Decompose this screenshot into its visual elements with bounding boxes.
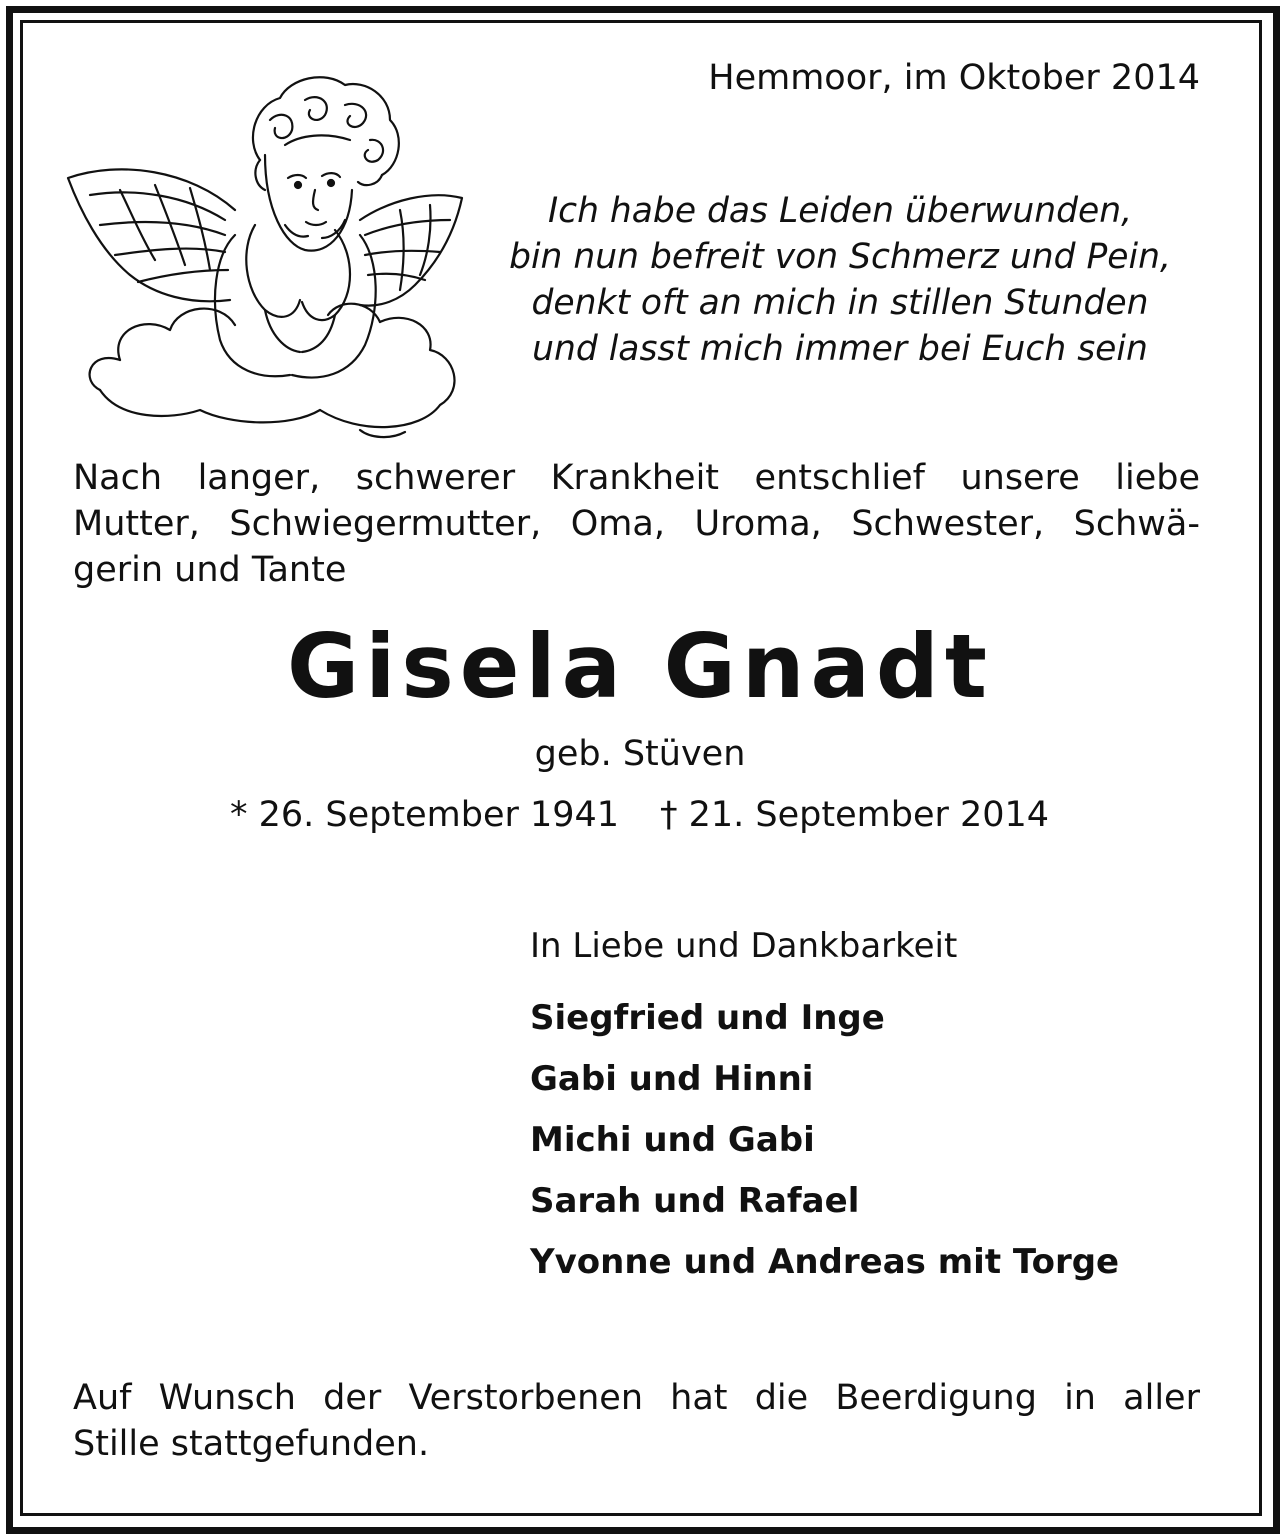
word: schwerer: [355, 458, 516, 498]
mourner-name: Michi und Gabi: [530, 1120, 815, 1160]
mourners-intro: In Liebe und Dankbarkeit: [530, 926, 958, 966]
mourners-list: [530, 988, 1119, 1293]
mourner-name: Yvonne und Andreas mit Torge: [530, 1242, 1120, 1282]
word: Nach: [73, 458, 163, 498]
word: Uroma,: [694, 504, 822, 544]
word: Krankheit: [550, 458, 720, 498]
poem-line: bin nun befreit von Schmerz und Pein,: [509, 237, 1171, 277]
birth-date: * 26. September 1941: [230, 795, 620, 835]
word: in: [1064, 1378, 1096, 1418]
word: Schwester,: [851, 504, 1045, 544]
word: entschlief: [754, 458, 925, 498]
word: liebe: [1115, 458, 1200, 498]
closing-text: [73, 1375, 1200, 1467]
word: die: [754, 1378, 809, 1418]
word: Verstorbenen: [408, 1378, 644, 1418]
word: Oma,: [570, 504, 665, 544]
place-date: Hemmoor, im Oktober 2014: [708, 58, 1200, 98]
mourner-name: Gabi und Hinni: [530, 1059, 814, 1099]
death-date: † 21. September 2014: [660, 795, 1050, 835]
intro-line-3: gerin und Tante: [73, 550, 347, 590]
closing-line-1: [73, 1375, 1200, 1421]
word: Wunsch: [158, 1378, 296, 1418]
word: aller: [1123, 1378, 1200, 1418]
deceased-name: Gisela Gnadt: [287, 615, 993, 718]
poem-line: und lasst mich immer bei Euch sein: [532, 329, 1148, 369]
intro-text: [73, 455, 1200, 593]
life-dates: [230, 795, 1050, 835]
poem: [480, 188, 1200, 372]
maiden-name: geb. Stüven: [534, 734, 746, 774]
word: Beerdigung: [835, 1378, 1037, 1418]
word: der: [323, 1378, 382, 1418]
word: Mutter,: [73, 504, 200, 544]
mourner-name: Siegfried und Inge: [530, 998, 885, 1038]
mourner-name: Sarah und Rafael: [530, 1181, 860, 1221]
word: Auf: [73, 1378, 132, 1418]
closing-line-2: Stille stattgefunden.: [73, 1424, 430, 1464]
word: hat: [670, 1378, 728, 1418]
cherub-angel-icon: [60, 60, 470, 440]
poem-line: denkt oft an mich in stillen Stunden: [531, 283, 1149, 323]
word: Schwiegermutter,: [229, 504, 542, 544]
poem-line: Ich habe das Leiden überwunden,: [547, 191, 1133, 231]
word: unsere: [960, 458, 1080, 498]
word: langer,: [197, 458, 321, 498]
intro-line-1: [73, 455, 1200, 501]
intro-line-2: [73, 501, 1200, 547]
word: Schwä-: [1073, 504, 1200, 544]
